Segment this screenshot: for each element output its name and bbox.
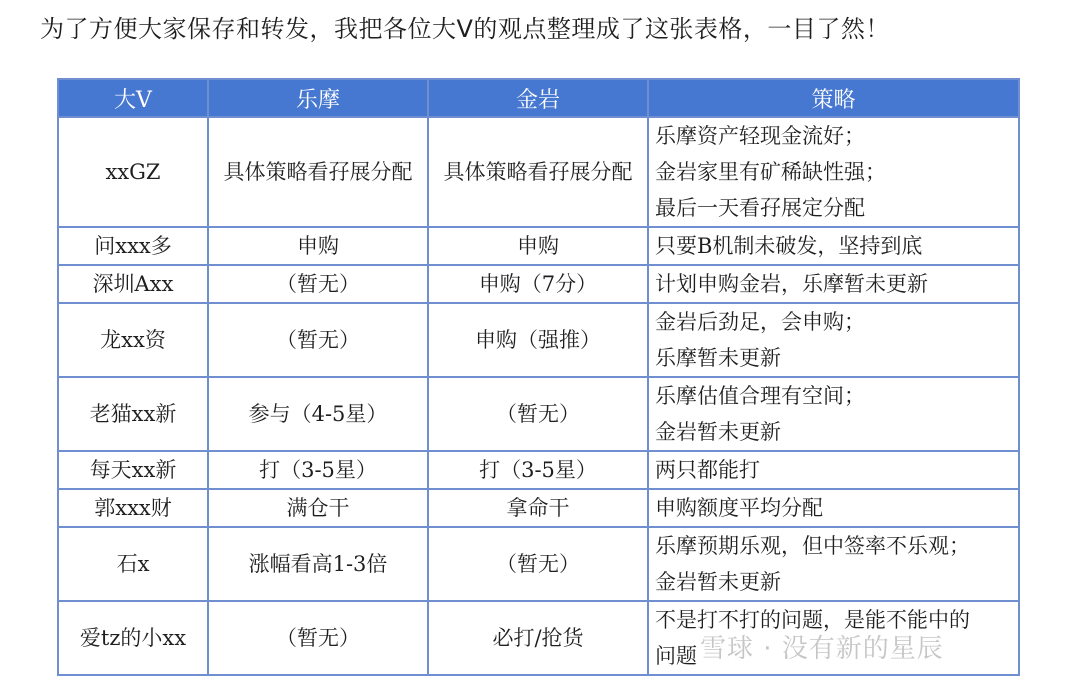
cell-jinyan: 申购（强推）: [428, 303, 648, 377]
cell-jinyan: （暂无）: [428, 377, 648, 451]
cell-influencer: 郭xxx财: [58, 489, 208, 527]
cell-lemo: 满仓干: [208, 489, 428, 527]
cell-influencer: 每天xx新: [58, 451, 208, 489]
cell-lemo: 具体策略看孖展分配: [208, 117, 428, 227]
cell-jinyan: 必打/抢货: [428, 601, 648, 675]
cell-jinyan: 申购（7分）: [428, 265, 648, 303]
strategy-line: 问题: [655, 644, 697, 668]
watermark: 雪球 · 没有新的星辰: [700, 634, 944, 664]
cell-lemo: 打（3-5星）: [208, 451, 428, 489]
intro-text: 为了方便大家保存和转发，我把各位大V的观点整理成了这张表格，一目了然！: [40, 15, 890, 43]
table-row: [58, 527, 1019, 601]
cell-lemo: （暂无）: [208, 265, 428, 303]
strategy-line: 金岩后劲足，会申购；: [655, 310, 865, 334]
cell-strategy: [648, 451, 1019, 489]
strategy-line: 乐摩估值合理有空间；: [655, 384, 865, 408]
cell-jinyan: 打（3-5星）: [428, 451, 648, 489]
cell-jinyan: （暂无）: [428, 527, 648, 601]
strategy-line: 乐摩暂未更新: [655, 346, 781, 370]
cell-strategy: [648, 227, 1019, 265]
table-row: [58, 303, 1019, 377]
cell-influencer: 问xxx多: [58, 227, 208, 265]
table-row: [58, 265, 1019, 303]
table-row: [58, 377, 1019, 451]
cell-influencer: 龙xx资: [58, 303, 208, 377]
table-row: [58, 451, 1019, 489]
cell-strategy: [648, 489, 1019, 527]
cell-jinyan: 拿命干: [428, 489, 648, 527]
cell-strategy: [648, 117, 1019, 227]
table-row: [58, 489, 1019, 527]
cell-strategy: [648, 265, 1019, 303]
cell-lemo: （暂无）: [208, 601, 428, 675]
strategy-line: 只要B机制未破发，坚持到底: [655, 234, 923, 258]
cell-jinyan: 申购: [428, 227, 648, 265]
strategy-line: 乐摩预期乐观，但中签率不乐观；: [655, 534, 970, 558]
strategy-line: 不是打不打的问题，是能不能中的: [655, 608, 970, 632]
strategy-line: 计划申购金岩，乐摩暂未更新: [655, 272, 928, 296]
strategy-line: 金岩家里有矿稀缺性强；: [655, 160, 886, 184]
table-row: [58, 227, 1019, 265]
table-row: [58, 117, 1019, 227]
strategy-line: 乐摩资产轻现金流好；: [655, 124, 865, 148]
strategy-line: 金岩暂未更新: [655, 420, 781, 444]
strategy-line: 申购额度平均分配: [655, 496, 823, 520]
cell-influencer: 深圳Axx: [58, 265, 208, 303]
cell-influencer: 爱tz的小xx: [58, 601, 208, 675]
header-jinyan: 金岩: [428, 79, 648, 117]
header-influencer: 大V: [58, 79, 208, 117]
header-strategy: 策略: [648, 79, 1019, 117]
cell-jinyan: 具体策略看孖展分配: [428, 117, 648, 227]
strategy-line: 金岩暂未更新: [655, 570, 781, 594]
cell-lemo: 涨幅看高1-3倍: [208, 527, 428, 601]
cell-influencer: xxGZ: [58, 117, 208, 227]
cell-strategy: [648, 377, 1019, 451]
strategy-line: 两只都能打: [655, 458, 760, 482]
cell-influencer: 老猫xx新: [58, 377, 208, 451]
cell-lemo: 申购: [208, 227, 428, 265]
cell-lemo: 参与（4-5星）: [208, 377, 428, 451]
header-lemo: 乐摩: [208, 79, 428, 117]
views-table: [57, 78, 1020, 676]
header-row: [58, 79, 1019, 117]
cell-lemo: （暂无）: [208, 303, 428, 377]
strategy-line: 最后一天看孖展定分配: [655, 196, 865, 220]
cell-influencer: 石x: [58, 527, 208, 601]
cell-strategy: [648, 527, 1019, 601]
cell-strategy: [648, 303, 1019, 377]
